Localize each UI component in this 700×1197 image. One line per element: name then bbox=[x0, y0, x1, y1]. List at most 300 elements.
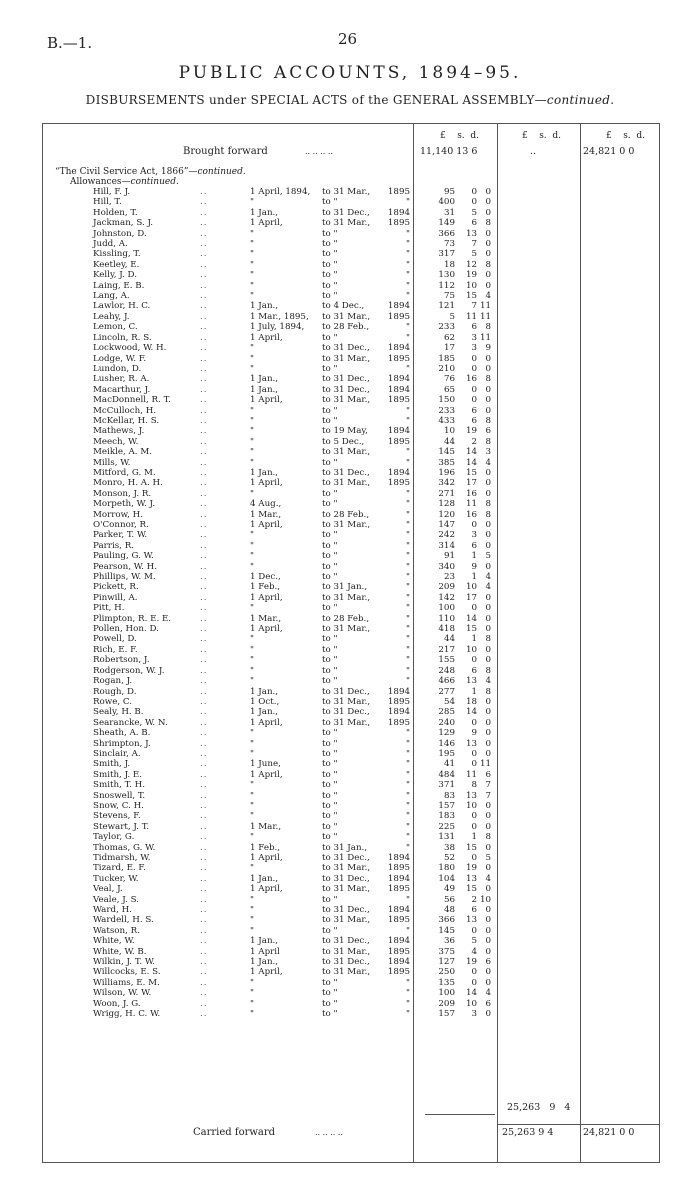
amount-shillings: 0 bbox=[471, 197, 477, 208]
amount-pounds: 217 bbox=[438, 644, 455, 655]
period-to: to 31 Mar., bbox=[322, 520, 371, 530]
amount-pounds: 142 bbox=[438, 592, 455, 603]
period-to: to " bbox=[322, 832, 338, 843]
leader-dots: .. bbox=[200, 280, 208, 291]
period-year: " bbox=[406, 509, 410, 520]
period-to: to 19 May, bbox=[322, 426, 368, 437]
carried-forward-leaders: .. .. .. .. bbox=[315, 1128, 343, 1137]
leader-dots: .. bbox=[200, 957, 208, 968]
payee-name: Tidmarsh, W. bbox=[93, 853, 151, 863]
leader-dots: .. bbox=[200, 499, 208, 510]
period-to: to 31 Mar., bbox=[322, 353, 371, 364]
period-year: 1895 bbox=[387, 967, 410, 978]
payee-name: Plimpton, R. E. E. bbox=[93, 613, 172, 624]
amount-pence: 0 bbox=[485, 946, 491, 957]
period-to: to " bbox=[322, 551, 338, 562]
period-to: to " bbox=[322, 644, 338, 655]
amount-pence: 0 bbox=[485, 915, 491, 926]
amount-pence: 0 bbox=[485, 811, 491, 822]
brought-forward-leaders: .. .. .. .. bbox=[305, 147, 333, 156]
col2-shillings-header: s. bbox=[539, 131, 547, 141]
payee-name: Smith, T. H. bbox=[93, 780, 145, 791]
period-from: " bbox=[250, 728, 254, 739]
payee-name: Powell, D. bbox=[93, 634, 137, 645]
table-row bbox=[0, 374, 700, 384]
period-year: " bbox=[406, 728, 410, 739]
period-from: 1 Jan., bbox=[250, 207, 279, 218]
period-from: 1 Jan., bbox=[250, 374, 279, 385]
leader-dots: .. bbox=[200, 395, 208, 406]
payee-name: Rough, D. bbox=[93, 686, 137, 697]
period-from: " bbox=[250, 405, 254, 416]
carried-forward-col2: 25,263 9 4 bbox=[502, 1127, 554, 1138]
amount-pounds: 44 bbox=[443, 436, 455, 447]
leader-dots: .. bbox=[200, 821, 208, 832]
amount-pence: 5 bbox=[485, 551, 491, 562]
period-year: " bbox=[406, 561, 410, 572]
table-row bbox=[0, 520, 700, 530]
amount-shillings: 8 bbox=[471, 780, 477, 791]
period-to: to 31 Mar., bbox=[322, 967, 371, 978]
amount-pounds: 314 bbox=[438, 540, 455, 551]
period-from: 1 April, bbox=[250, 624, 283, 635]
period-year: 1895 bbox=[387, 884, 410, 895]
period-to: to 31 Jan., bbox=[322, 582, 368, 593]
amount-pence: 8 bbox=[485, 415, 491, 426]
allowances-heading bbox=[70, 177, 179, 187]
amount-pounds: 484 bbox=[438, 769, 455, 780]
amount-pounds: 277 bbox=[438, 686, 455, 697]
table-row bbox=[0, 593, 700, 603]
leader-dots: .. bbox=[200, 530, 208, 541]
payee-name: Lodge, W. F. bbox=[93, 353, 147, 364]
amount-pence: 4 bbox=[485, 988, 491, 999]
period-from: 1 Jan., bbox=[250, 301, 279, 312]
leader-dots: .. bbox=[200, 291, 208, 302]
payee-name: Wilson, W. W. bbox=[93, 988, 152, 999]
amount-pence: 0 bbox=[485, 717, 491, 728]
amount-pounds: 317 bbox=[438, 249, 455, 260]
period-to: to " bbox=[322, 759, 338, 770]
amount-shillings: 14 bbox=[465, 457, 477, 468]
period-to: to 31 Mar., bbox=[322, 395, 371, 406]
period-from: " bbox=[250, 447, 254, 458]
table-row bbox=[0, 197, 700, 207]
leader-dots: .. bbox=[200, 582, 208, 593]
period-from: " bbox=[250, 363, 254, 374]
period-from: 1 April, bbox=[250, 218, 283, 229]
table-row bbox=[0, 187, 700, 197]
amount-shillings: 17 bbox=[465, 592, 477, 603]
period-to: to " bbox=[322, 634, 338, 645]
amount-shillings: 3 bbox=[471, 530, 477, 541]
period-to: to " bbox=[322, 530, 338, 541]
payee-name: Johnston, D. bbox=[93, 228, 147, 239]
amount-shillings: 2 bbox=[471, 436, 477, 447]
period-year: 1894 bbox=[387, 374, 410, 385]
payee-name: White, W. bbox=[93, 936, 135, 947]
payee-name: Wardell, H. S. bbox=[93, 915, 154, 926]
payee-name: Meech, W. bbox=[93, 436, 139, 447]
period-to: to 31 Jan., bbox=[322, 842, 368, 853]
payee-name: Williams, E. M. bbox=[93, 977, 160, 988]
table-row bbox=[0, 634, 700, 644]
amount-pounds: 18 bbox=[443, 259, 455, 270]
table-row bbox=[0, 718, 700, 728]
payee-name: Sheath, A. B. bbox=[93, 728, 151, 739]
payee-name: Woon, J. G. bbox=[93, 998, 141, 1009]
payee-name: Pitt, H. bbox=[93, 603, 125, 614]
period-to: to " bbox=[322, 894, 338, 905]
leader-dots: .. bbox=[200, 738, 208, 749]
leader-dots: .. bbox=[200, 644, 208, 655]
leader-dots: .. bbox=[200, 936, 208, 947]
period-year: " bbox=[406, 811, 410, 822]
table-row bbox=[0, 572, 700, 582]
leader-dots: .. bbox=[200, 259, 208, 270]
amount-shillings: 17 bbox=[465, 478, 477, 489]
amount-pence: 0 bbox=[485, 488, 491, 499]
table-row bbox=[0, 260, 700, 270]
period-from: " bbox=[250, 228, 254, 239]
period-year: 1895 bbox=[387, 395, 410, 406]
table-row bbox=[0, 676, 700, 686]
amount-pence: 0 bbox=[485, 863, 491, 874]
amount-pence: 8 bbox=[485, 509, 491, 520]
payee-name: Phillips, W. M. bbox=[93, 572, 156, 583]
carried-forward-col3: 24,821 0 0 bbox=[583, 1127, 635, 1138]
amount-pence: 0 bbox=[485, 395, 491, 406]
amount-shillings: 0 bbox=[471, 977, 477, 988]
amount-pence: 0 bbox=[485, 603, 491, 614]
period-to: to 31 Mar., bbox=[322, 696, 371, 707]
amount-pence: 0 bbox=[485, 977, 491, 988]
period-year: " bbox=[406, 832, 410, 843]
amount-pence: 0 bbox=[485, 540, 491, 551]
payee-name: Lawlor, H. C. bbox=[93, 301, 151, 312]
leader-dots: .. bbox=[200, 842, 208, 853]
amount-pence: 6 bbox=[485, 998, 491, 1009]
payee-name: White, W. B. bbox=[93, 946, 147, 957]
period-to: to 31 Dec., bbox=[322, 873, 370, 884]
period-year: " bbox=[406, 259, 410, 270]
amount-shillings: 19 bbox=[465, 270, 477, 281]
period-year: " bbox=[406, 988, 410, 999]
period-from: " bbox=[250, 634, 254, 645]
period-year: 1894 bbox=[387, 426, 410, 437]
allowances-label: Allowances— bbox=[70, 177, 131, 187]
payee-name: Stevens, F. bbox=[93, 811, 141, 822]
period-year: " bbox=[406, 405, 410, 416]
amount-pounds: 130 bbox=[438, 270, 455, 281]
period-from: " bbox=[250, 291, 254, 302]
amount-shillings: 1 bbox=[471, 686, 477, 697]
amount-shillings: 13 bbox=[465, 228, 477, 239]
amount-shillings: 13 bbox=[465, 873, 477, 884]
amount-shillings: 19 bbox=[465, 863, 477, 874]
table-row bbox=[0, 239, 700, 249]
col1-shillings-header: s. bbox=[457, 131, 465, 141]
table-row bbox=[0, 426, 700, 436]
period-to: to 31 Mar., bbox=[322, 187, 371, 197]
amount-pounds: 41 bbox=[443, 759, 455, 770]
payee-name: Tucker, W. bbox=[93, 873, 139, 884]
leader-dots: .. bbox=[200, 405, 208, 416]
period-to: to 5 Dec., bbox=[322, 436, 365, 447]
table-row bbox=[0, 978, 700, 988]
period-from: 1 April, bbox=[250, 853, 283, 863]
table-row bbox=[0, 988, 700, 998]
table-row bbox=[0, 458, 700, 468]
amount-pounds: 100 bbox=[438, 603, 455, 614]
amount-shillings: 0 bbox=[471, 748, 477, 759]
amount-shillings: 2 bbox=[471, 894, 477, 905]
table-row bbox=[0, 655, 700, 665]
amount-pounds: 135 bbox=[438, 977, 455, 988]
table-row bbox=[0, 884, 700, 894]
amount-shillings: 19 bbox=[465, 957, 477, 968]
leader-dots: .. bbox=[200, 249, 208, 260]
period-from: " bbox=[250, 551, 254, 562]
amount-shillings: 7 bbox=[471, 239, 477, 250]
period-to: to " bbox=[322, 540, 338, 551]
amount-shillings: 11 bbox=[465, 499, 477, 510]
payee-name: Stewart, J. T. bbox=[93, 821, 149, 832]
amount-pounds: 183 bbox=[438, 811, 455, 822]
payee-name: Monson, J. R. bbox=[93, 488, 152, 499]
amount-pounds: 340 bbox=[438, 561, 455, 572]
table-row bbox=[0, 895, 700, 905]
period-year: 1894 bbox=[387, 873, 410, 884]
amount-pence: 8 bbox=[485, 322, 491, 333]
subtotal-pounds: 25,263 bbox=[507, 1102, 541, 1113]
period-to: to " bbox=[322, 780, 338, 791]
amount-pounds: 127 bbox=[438, 957, 455, 968]
leader-dots: .. bbox=[200, 696, 208, 707]
leader-dots: .. bbox=[200, 1009, 208, 1020]
col1-pounds-header: £ bbox=[440, 131, 446, 141]
leader-dots: .. bbox=[200, 301, 208, 312]
amount-pounds: 147 bbox=[438, 520, 455, 530]
period-to: to " bbox=[322, 977, 338, 988]
amount-pence: 0 bbox=[485, 748, 491, 759]
table-row bbox=[0, 218, 700, 228]
amount-shillings: 0 bbox=[471, 603, 477, 614]
amount-pounds: 342 bbox=[438, 478, 455, 489]
period-from: 1 Mar., bbox=[250, 821, 282, 832]
amount-pence: 0 bbox=[485, 842, 491, 853]
period-year: 1894 bbox=[387, 686, 410, 697]
amount-shillings: 15 bbox=[465, 842, 477, 853]
period-year: " bbox=[406, 613, 410, 624]
amount-pence: 0 bbox=[485, 644, 491, 655]
period-to: to " bbox=[322, 811, 338, 822]
leader-dots: .. bbox=[200, 613, 208, 624]
amount-pounds: 366 bbox=[438, 915, 455, 926]
period-from: 4 Aug., bbox=[250, 499, 282, 510]
amount-shillings: 1 bbox=[471, 832, 477, 843]
period-to: to " bbox=[322, 738, 338, 749]
amount-pounds: 209 bbox=[438, 582, 455, 593]
amount-pence: 0 bbox=[485, 624, 491, 635]
leader-dots: .. bbox=[200, 728, 208, 739]
period-to: to " bbox=[322, 457, 338, 468]
table-row bbox=[0, 530, 700, 540]
period-year: 1894 bbox=[387, 384, 410, 395]
period-year: 1895 bbox=[387, 478, 410, 489]
period-from: " bbox=[250, 644, 254, 655]
leader-dots: .. bbox=[200, 946, 208, 957]
period-from: 1 Jan., bbox=[250, 384, 279, 395]
leader-dots: .. bbox=[200, 572, 208, 583]
amount-pounds: 145 bbox=[438, 925, 455, 936]
subtotal bbox=[507, 1102, 570, 1113]
table-row bbox=[0, 947, 700, 957]
amount-pence: 6 bbox=[485, 426, 491, 437]
amount-pounds: 233 bbox=[438, 322, 455, 333]
amount-pence: 11 bbox=[479, 759, 491, 770]
amount-shillings: 12 bbox=[465, 259, 477, 270]
period-from: 1 Jan., bbox=[250, 957, 279, 968]
table-row bbox=[0, 301, 700, 311]
amount-pounds: 23 bbox=[443, 572, 455, 583]
payee-name: Lang, A. bbox=[93, 291, 130, 302]
amount-pence: 3 bbox=[485, 447, 491, 458]
table-row bbox=[0, 541, 700, 551]
amount-pounds: 95 bbox=[443, 187, 455, 197]
amount-pounds: 83 bbox=[443, 790, 455, 801]
period-to: to " bbox=[322, 998, 338, 1009]
period-from: " bbox=[250, 915, 254, 926]
leader-dots: .. bbox=[200, 863, 208, 874]
amount-pounds: 149 bbox=[438, 218, 455, 229]
period-from: 1 April, bbox=[250, 769, 283, 780]
payee-name: Lundon, D. bbox=[93, 363, 142, 374]
amount-pounds: 225 bbox=[438, 821, 455, 832]
period-year: " bbox=[406, 603, 410, 614]
period-from: " bbox=[250, 426, 254, 437]
payee-name: Taylor, G. bbox=[93, 832, 135, 843]
amount-pounds: 129 bbox=[438, 728, 455, 739]
period-from: 1 April, bbox=[250, 395, 283, 406]
period-to: to 31 Mar., bbox=[322, 311, 371, 322]
amount-pounds: 210 bbox=[438, 363, 455, 374]
period-from: 1 Jan., bbox=[250, 707, 279, 718]
amount-pence: 0 bbox=[485, 363, 491, 374]
period-from: 1 April, 1894, bbox=[250, 187, 311, 197]
table-row bbox=[0, 863, 700, 873]
table-row bbox=[0, 489, 700, 499]
period-to: to 31 Mar., bbox=[322, 592, 371, 603]
amount-shillings: 9 bbox=[471, 561, 477, 572]
col3-shillings-header: s. bbox=[623, 131, 631, 141]
amount-shillings: 14 bbox=[465, 707, 477, 718]
amount-shillings: 16 bbox=[465, 509, 477, 520]
amount-shillings: 16 bbox=[465, 374, 477, 385]
amount-pounds: 62 bbox=[443, 332, 455, 343]
amount-shillings: 11 bbox=[465, 769, 477, 780]
period-year: 1894 bbox=[387, 343, 410, 354]
leader-dots: .. bbox=[200, 780, 208, 791]
table-row bbox=[0, 281, 700, 291]
table-row bbox=[0, 603, 700, 613]
period-from: " bbox=[250, 280, 254, 291]
period-to: to " bbox=[322, 572, 338, 583]
amount-pence: 0 bbox=[485, 228, 491, 239]
period-to: to 31 Dec., bbox=[322, 853, 370, 863]
leader-dots: .. bbox=[200, 551, 208, 562]
amount-pence: 0 bbox=[485, 478, 491, 489]
period-from: " bbox=[250, 259, 254, 270]
period-year: " bbox=[406, 280, 410, 291]
amount-shillings: 6 bbox=[471, 665, 477, 676]
leader-dots: .. bbox=[200, 967, 208, 978]
period-year: " bbox=[406, 291, 410, 302]
payee-name: Lincoln, R. S. bbox=[93, 332, 152, 343]
amount-pence: 0 bbox=[485, 821, 491, 832]
payee-name: Mills, W. bbox=[93, 457, 131, 468]
period-year: " bbox=[406, 1009, 410, 1020]
amount-pence: 10 bbox=[479, 894, 491, 905]
payee-name: Shrimpton, J. bbox=[93, 738, 151, 749]
table-row bbox=[0, 874, 700, 884]
leader-dots: .. bbox=[200, 374, 208, 385]
leader-dots: .. bbox=[200, 634, 208, 645]
period-to: to 31 Mar., bbox=[322, 447, 371, 458]
amount-pence: 0 bbox=[485, 353, 491, 364]
amount-pence: 11 bbox=[479, 332, 491, 343]
amount-shillings: 6 bbox=[471, 322, 477, 333]
amount-shillings: 11 bbox=[465, 311, 477, 322]
table-row bbox=[0, 208, 700, 218]
payee-name: Kelly, J. D. bbox=[93, 270, 137, 281]
amount-pence: 6 bbox=[485, 957, 491, 968]
amount-pence: 0 bbox=[485, 592, 491, 603]
table-row bbox=[0, 614, 700, 624]
amount-pence: 0 bbox=[485, 249, 491, 260]
amount-shillings: 7 bbox=[471, 301, 477, 312]
period-year: 1894 bbox=[387, 207, 410, 218]
amount-pounds: 104 bbox=[438, 873, 455, 884]
payee-name: Jackman, S. J. bbox=[93, 218, 154, 229]
table-row bbox=[0, 780, 700, 790]
period-year: 1895 bbox=[387, 218, 410, 229]
amount-pounds: 112 bbox=[438, 280, 455, 291]
payee-name: Lusher, R. A. bbox=[93, 374, 150, 385]
period-to: to " bbox=[322, 988, 338, 999]
leader-dots: .. bbox=[200, 447, 208, 458]
amount-pence: 0 bbox=[485, 613, 491, 624]
payee-name: O'Connor, R. bbox=[93, 520, 149, 530]
amount-pence: 4 bbox=[485, 572, 491, 583]
table-row bbox=[0, 759, 700, 769]
leader-dots: .. bbox=[200, 270, 208, 281]
table-row bbox=[0, 333, 700, 343]
amount-shillings: 10 bbox=[465, 800, 477, 811]
period-to: to 31 Dec., bbox=[322, 343, 370, 354]
payee-name: Parris, R. bbox=[93, 540, 135, 551]
payee-name: Pauling, G. W. bbox=[93, 551, 154, 562]
leader-dots: .. bbox=[200, 509, 208, 520]
amount-pounds: 185 bbox=[438, 353, 455, 364]
leader-dots: .. bbox=[200, 717, 208, 728]
period-from: 1 Jan., bbox=[250, 936, 279, 947]
payee-name: Mitford, G. M. bbox=[93, 467, 156, 478]
amount-pence: 8 bbox=[485, 634, 491, 645]
amount-pounds: 17 bbox=[443, 343, 455, 354]
leader-dots: .. bbox=[200, 873, 208, 884]
table-row bbox=[0, 915, 700, 925]
